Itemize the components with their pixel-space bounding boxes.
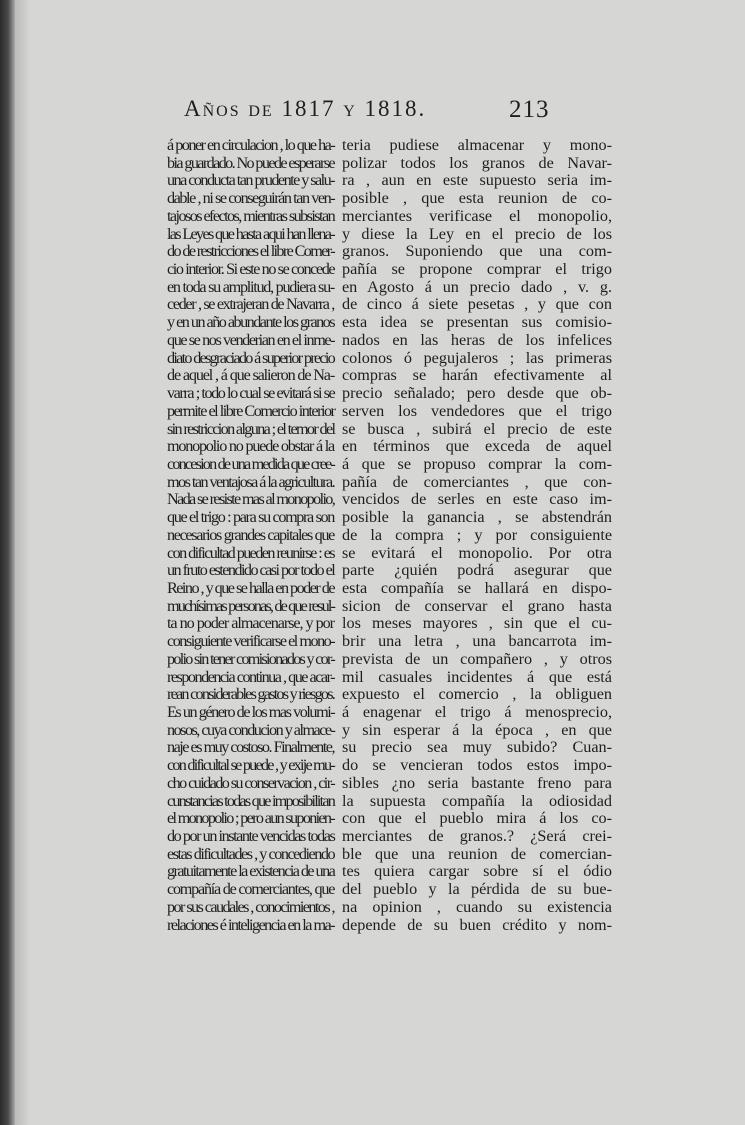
- text-line: concesion de una medida que cree-: [167, 454, 334, 473]
- text-line: precio señalado; pero desde que ob-: [342, 384, 612, 403]
- text-line: parte ¿quién podrá asegurar que: [342, 561, 612, 580]
- text-line: con dificultad pueden reunirse : es: [167, 543, 334, 562]
- text-line: prevista de un compañero , y otros: [342, 649, 612, 668]
- text-line: cio interior. Si este no se concede: [167, 260, 335, 279]
- text-line: del pueblo y la pérdida de su bue-: [342, 880, 612, 899]
- book-binding-edge: [0, 0, 16, 1125]
- text-line: serven los vendedores que el trigo: [342, 401, 612, 420]
- text-line: diato desgraciado á superior precio: [167, 348, 334, 367]
- text-line: por sus caudales , conocimientos ,: [167, 897, 334, 916]
- text-line: relaciones é inteligencia en la ma-: [167, 915, 334, 934]
- text-line: Reino , y que se halla en poder de: [167, 578, 334, 597]
- text-line: su precio sea muy subido? Cuan-: [342, 738, 612, 757]
- text-line: consiguiente verificarse el mono-: [167, 632, 335, 651]
- left-text-column: [167, 137, 334, 934]
- text-line: necesarios grandes capitales que: [167, 525, 334, 544]
- text-line: pañía se propone comprar el trigo: [342, 260, 612, 279]
- text-line: teria pudiese almacenar y mono-: [342, 136, 612, 154]
- text-line: los meses mayores , sin que el cu-: [342, 614, 612, 633]
- text-line: de cinco á siete pesetas , y que con: [342, 295, 612, 314]
- text-line: estas dificultades , y concediendo: [167, 844, 335, 863]
- text-line: colonos ó pegujaleros ; las primeras: [342, 348, 612, 367]
- page-number: 213: [509, 96, 550, 123]
- text-line: con que el pueblo mira á los co-: [342, 809, 612, 828]
- right-text-column: [342, 137, 612, 934]
- text-line: á poner en circulacion , lo que ha-: [167, 136, 335, 154]
- text-line: esta compañía se hallará en dispo-: [342, 578, 612, 597]
- text-line: polizar todos los granos de Navar-: [342, 153, 612, 172]
- text-line: pañía de comerciantes , que con-: [342, 472, 612, 491]
- text-line: sin restriccion alguna ; el temor del: [167, 419, 335, 438]
- running-title: Años de 1817 y 1818.: [184, 96, 427, 121]
- text-line: las Leyes que hasta aqui han llena-: [167, 224, 334, 243]
- text-line: en Agosto á un precio dado , v. g.: [342, 277, 612, 296]
- text-line: el monopolio ; pero aun suponien-: [167, 809, 334, 828]
- text-line: rean considerables gastos y riesgos.: [167, 685, 334, 704]
- text-line: esta idea se presentan sus comisio-: [342, 313, 612, 332]
- text-line: ta no poder almacenarse, y por: [167, 614, 334, 633]
- text-line: naje es muy costoso. Finalmente,: [167, 738, 334, 757]
- text-line: á enagenar el trigo á menosprecio,: [342, 703, 612, 721]
- text-line: nados en las heras de los infelices: [342, 330, 612, 349]
- text-line: ble que una reunion de comercian-: [342, 844, 612, 863]
- text-line: en términos que exceda de aquel: [342, 437, 612, 456]
- text-line: compañía de comerciantes, que: [167, 880, 335, 899]
- text-line: Nada se resiste mas al monopolio,: [167, 490, 335, 509]
- text-line: na opinion , cuando su existencia: [342, 897, 612, 916]
- text-line: que se nos venderian en el inme-: [167, 330, 335, 349]
- text-line: nosos, cuya conducion y almace-: [167, 720, 335, 739]
- text-line: merciantes de granos.? ¿Será crei-: [342, 827, 612, 846]
- text-line: granos. Suponiendo que una com-: [342, 242, 612, 261]
- text-line: la supuesta compañía la odiosidad: [342, 791, 612, 810]
- text-line: tes quiera cargar sobre sí el ódio: [342, 862, 612, 881]
- text-line: compras se harán efectivamente al: [342, 366, 612, 385]
- text-line: respondencia continua , que acar-: [167, 667, 334, 686]
- text-line: monopolio no puede obstar á la: [167, 437, 334, 456]
- text-line: tajosos efectos, mientras subsistan: [167, 206, 335, 225]
- text-line: varra ; todo lo cual se evitará si se: [167, 384, 335, 403]
- page-header: [184, 96, 564, 130]
- text-line: de aquel , á que salieron de Na-: [167, 366, 335, 385]
- text-line: en toda su amplitud, pudiera su-: [167, 277, 334, 296]
- text-line: ceder , se extrajeran de Navarra ,: [167, 295, 334, 314]
- text-line: permite el libre Comercio interior: [167, 401, 335, 420]
- text-line: brir una letra , una bancarrota im-: [342, 632, 612, 651]
- text-line: gratuitamente la existencia de una: [167, 862, 335, 881]
- text-line: y diese la Ley en el precio de los: [342, 224, 612, 243]
- text-line: bia guardado. No puede esperarse: [167, 153, 334, 172]
- text-line: expuesto el comercio , la obliguen: [342, 685, 612, 704]
- text-line: dable , ni se conseguirán tan ven-: [167, 189, 335, 208]
- text-line: do por un instante vencidas todas: [167, 827, 335, 846]
- text-line: con dificultal se puede , y exije mu-: [167, 756, 334, 775]
- text-line: un fruto estendido casi por todo el: [167, 561, 335, 580]
- text-line: que el trigo : para su compra son: [167, 508, 334, 527]
- text-line: polio sin tener comisionados y cor-: [167, 649, 334, 668]
- text-line: vencidos de serles en este caso im-: [342, 490, 612, 509]
- text-line: do de restricciones el libre Comer-: [167, 242, 334, 261]
- text-line: depende de su buen crédito y nom-: [342, 915, 612, 934]
- text-line: do se vencieran todos estos impo-: [342, 756, 612, 775]
- text-line: muchísimas personas, de que resul-: [167, 596, 334, 615]
- text-line: Es un género de los mas volumi-: [167, 703, 335, 721]
- page-gutter-shadow: [16, 0, 30, 1125]
- text-line: se evitará el monopolio. Por otra: [342, 543, 612, 562]
- text-line: posible la ganancia , se abstendrán: [342, 508, 612, 527]
- text-line: de la compra ; y por consiguiente: [342, 525, 612, 544]
- text-line: y sin esperar á la época , en que: [342, 720, 612, 739]
- text-line: sicion de conservar el grano hasta: [342, 596, 612, 615]
- text-line: sibles ¿no seria bastante freno para: [342, 773, 612, 792]
- text-line: ra , aun en este supuesto seria im-: [342, 171, 612, 190]
- text-line: se busca , subirá el precio de este: [342, 419, 612, 438]
- text-line: cunstancias todas que imposibilitan: [167, 791, 334, 810]
- text-line: una conducta tan prudente y salu-: [167, 171, 335, 190]
- text-line: mos tan ventajosa á la agricultura.: [167, 472, 335, 491]
- text-line: mil casuales incidentes á que está: [342, 667, 612, 686]
- text-line: merciantes verificase el monopolio,: [342, 206, 612, 225]
- text-line: y en un año abundante los granos: [167, 313, 334, 332]
- text-line: á que se propuso comprar la com-: [342, 454, 612, 473]
- text-line: cho cuidado su conservacion , cir-: [167, 773, 334, 792]
- text-line: posible , que esta reunion de co-: [342, 189, 612, 208]
